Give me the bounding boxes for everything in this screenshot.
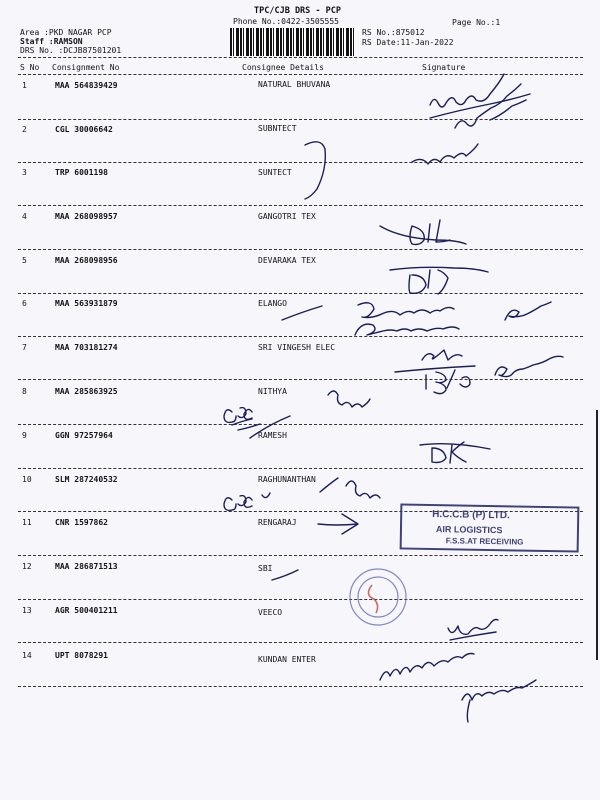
row-consignee: RENGARAJ (258, 518, 297, 527)
row-sno: 2 (22, 125, 27, 134)
signature-scribble (430, 74, 504, 107)
area-label: Area :PKD NAGAR PCP (20, 28, 112, 37)
page-edge (596, 410, 598, 660)
page-number: Page No.:1 (452, 18, 501, 27)
row-consignee: GANGOTRI TEX (258, 212, 316, 221)
signature-scribble (250, 416, 290, 438)
row-consignment: UPT 8078291 (55, 651, 108, 660)
rs-date: RS Date:11-Jan-2022 (362, 38, 454, 47)
row-consignee: SBI (258, 564, 273, 573)
row-consignee: NATURAL BHUVANA (258, 80, 331, 89)
round-stamp-mark (368, 585, 377, 613)
row-sno: 5 (22, 256, 27, 265)
signature-scribble (462, 680, 536, 700)
col-consignee: Consignee Details (242, 63, 324, 72)
row-consignment: MAA 703181274 (55, 343, 118, 352)
signature-scribble (409, 270, 448, 294)
signature-scribble (318, 514, 358, 534)
row-consignee: RAMESH (258, 431, 287, 440)
signature-scribble (448, 620, 498, 635)
row-sno: 14 (22, 651, 32, 660)
row-consignee: SUBNTECT (258, 124, 297, 133)
row-consignment: MAA 268098957 (55, 212, 118, 221)
row-sno: 10 (22, 475, 32, 484)
stamp-line3: F.S.S.AT RECEIVING (445, 536, 524, 547)
signature-scribble (358, 303, 454, 318)
row-sno: 9 (22, 431, 27, 440)
row-consignee: ELANGO (258, 299, 287, 308)
row-consignment: MAA 563931879 (55, 299, 118, 308)
signature-scribble (430, 94, 530, 118)
row-consignment: CGL 30006642 (55, 125, 113, 134)
col-consignment: Consignment No (52, 63, 120, 72)
row-consignment: GGN 97257964 (55, 431, 113, 440)
row-sno: 13 (22, 606, 32, 615)
row-sno: 7 (22, 343, 27, 352)
staff-label: Staff :RAMSON (20, 37, 83, 46)
signature-scribble (412, 144, 478, 164)
signature-scribble (422, 350, 462, 360)
row-consignment: MAA 285863925 (55, 387, 118, 396)
row-consignment: MAA 286871513 (55, 562, 118, 571)
row-consignee: NITHYA (258, 387, 287, 396)
signature-scribble (410, 220, 450, 245)
row-consignment: SLM 287240532 (55, 475, 118, 484)
rs-number: RS No.:875012 (362, 28, 425, 37)
signature-scribble (282, 306, 322, 320)
document-title: TPC/CJB DRS - PCP (254, 6, 341, 16)
row-consignment: CNR 1597862 (55, 518, 108, 527)
round-stamp-inner (358, 577, 398, 617)
signature-scribble (224, 493, 270, 510)
signature-scribble (320, 478, 380, 498)
drs-number: DRS No. :DCJB87501201 (20, 46, 122, 55)
stamp-line1: H.C.C.B (P) LTD. (432, 508, 510, 522)
row-consignee: DEVARAKA TEX (258, 256, 316, 265)
row-sno: 4 (22, 212, 27, 221)
signature-scribble (450, 632, 496, 640)
signature-scribble (395, 366, 475, 372)
signature-scribble (328, 391, 370, 407)
signature-scribble (305, 142, 325, 199)
row-consignee: SRI VINGESH ELEC (258, 343, 336, 352)
signature-scribble (426, 370, 470, 394)
signature-scribble (272, 570, 298, 580)
row-consignment: MAA 564839429 (55, 81, 118, 90)
row-consignee: SUNTECT (258, 168, 292, 177)
stamp-line2: AIR LOGISTICS (435, 524, 503, 536)
signature-scribble (495, 356, 563, 376)
row-sno: 12 (22, 562, 32, 571)
row-sno: 11 (22, 518, 32, 527)
row-consignment: AGR 500401211 (55, 606, 118, 615)
row-sno: 6 (22, 299, 27, 308)
row-consignment: MAA 268098956 (55, 256, 118, 265)
row-sno: 3 (22, 168, 27, 177)
col-sno: S No (20, 63, 40, 72)
row-consignee: KUNDAN ENTER (258, 655, 316, 664)
col-signature: Signature (422, 63, 466, 72)
row-consignee: VEECO (258, 608, 283, 617)
signature-scribble (380, 654, 474, 681)
row-consignee: RAGHUNANTHAN (258, 475, 316, 484)
row-sno: 8 (22, 387, 27, 396)
signature-scribble (467, 700, 470, 722)
phone-number: Phone No.:0422-3505555 (233, 17, 339, 26)
signature-scribble (355, 324, 459, 335)
row-consignment: TRP 6001198 (55, 168, 108, 177)
row-sno: 1 (22, 81, 27, 90)
signature-scribble (232, 419, 260, 430)
signature-scribble (505, 302, 551, 320)
